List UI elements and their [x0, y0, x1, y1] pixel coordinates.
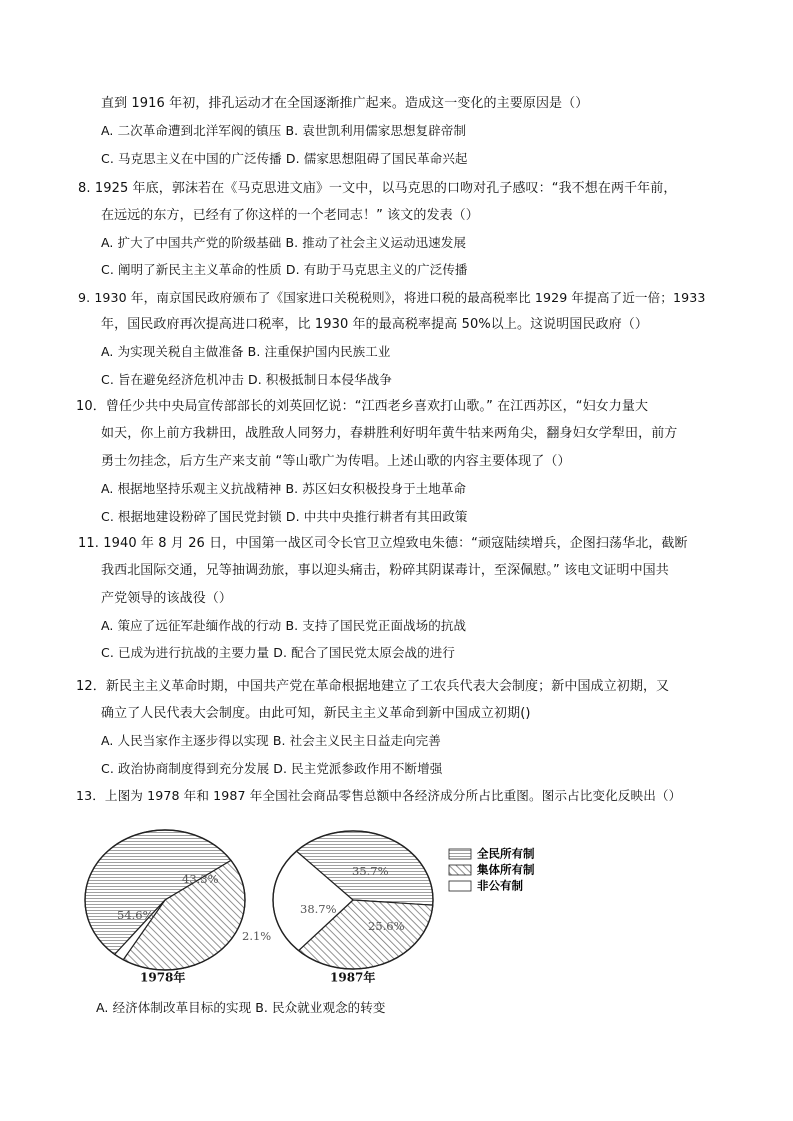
q7-options-ab: A. 二次革命遭到北洋军阀的镇压 B. 袁世凯利用儒家思想复辟帝制	[101, 123, 467, 138]
pie-chart-1978	[85, 830, 245, 970]
pie-1987-title: 1987年	[330, 970, 376, 985]
chart-legend	[449, 847, 535, 893]
q10-stem-line-1: 10．曾任少共中央局宣传部部长的刘英回忆说：“江西老乡喜欢打山歌。” 在江西苏区，“妇女力量大	[76, 399, 649, 414]
pie-1987-label-slice-0: 38.7%	[300, 902, 337, 916]
q13-stem-line: 13．上图为 1978 年和 1987 年全国社会商品零售总额中各经济成分所占比重图。图示占比变化反映出（）	[76, 788, 682, 803]
q12-stem-line-1: 12．新民主主义革命时期，中国共产党在革命根据地建立了工农兵代表大会制度；新中国成立初期，又	[76, 679, 670, 694]
legend-swatch-non-public	[449, 881, 471, 891]
pie-chart-1987	[273, 831, 433, 969]
legend-label-collective: 集体所有制	[477, 862, 535, 877]
pie-1978-label-slice-1: 43.3%	[182, 872, 219, 886]
q11-stem-line-3: 产党领导的该战役（）	[101, 591, 233, 606]
legend-swatch-state-owned	[449, 849, 471, 859]
legend-label-non-public: 非公有制	[477, 878, 523, 893]
q7-stem-line: 直到 1916 年初，排孔运动才在全国逐渐推广起来。造成这一变化的主要原因是（）	[101, 96, 589, 111]
q10-options-cd: C. 根据地建设粉碎了国民党封锁 D. 中共中央推行耕者有其田政策	[101, 509, 468, 524]
legend-label-state-owned: 全民所有制	[477, 846, 535, 861]
q8-stem-line-2: 在远远的东方，已经有了你这样的一个老同志！” 该文的发表（）	[101, 208, 479, 223]
q13-options-ab: A. 经济体制改革目标的实现 B. 民众就业观念的转变	[96, 1000, 386, 1015]
pie-1987-label-slice-2: 25.6%	[368, 919, 405, 933]
pie-1978-label-slice-2: 2.1%	[242, 929, 272, 943]
pie-1978-label-slice-0: 54.6%	[117, 908, 154, 922]
q11-stem-line-2: 我西北国际交通，兄等抽调劲旅，事以迎头痛击，粉碎其阴谋毒计，至深佩慰。” 该电文证明中国共	[101, 563, 669, 578]
q10-options-ab: A. 根据地坚持乐观主义抗战精神 B. 苏区妇女积极投身于土地革命	[101, 481, 467, 496]
q8-options-ab: A. 扩大了中国共产党的阶级基础 B. 推动了社会主义运动迅速发展	[101, 235, 467, 250]
q12-options-ab: A. 人民当家作主逐步得以实现 B. 社会主义民主日益走向完善	[101, 733, 441, 748]
q8-stem-line-1: 8. 1925 年底，郭沫若在《马克思进文庙》一文中，以马克思的口吻对孔子感叹：“我不想在两千年前，	[78, 181, 677, 196]
q9-options-ab: A. 为实现关税自主做准备 B. 注重保护国内民族工业	[101, 344, 391, 359]
q10-stem-line-3: 勇士勿挂念，后方生产来支前 “等山歌广为传唱。上述山歌的内容主要体现了（）	[101, 454, 571, 469]
legend-swatch-collective	[449, 865, 471, 875]
pie-1978-title: 1978年	[140, 970, 186, 985]
q11-options-cd: C. 已成为进行抗战的主要力量 D. 配合了国民党太原会战的进行	[101, 645, 455, 660]
q8-options-cd: C. 阐明了新民主主义革命的性质 D. 有助于马克思主义的广泛传播	[101, 262, 468, 277]
q10-stem-line-2: 如天，你上前方我耕田，战胜敌人同努力，春耕胜利好明年黄牛牯来两角尖，翻身妇女学犁田，前方	[101, 426, 678, 441]
q11-options-ab: A. 策应了远征军赴缅作战的行动 B. 支持了国民党正面战场的抗战	[101, 618, 467, 633]
q12-stem-line-2: 确立了人民代表大会制度。由此可知，新民主主义革命到新中国成立初期()	[101, 706, 531, 721]
q11-stem-line-1: 11. 1940 年 8 月 26 日，中国第一战区司令长官卫立煌致电朱德：“顽寇陆续增兵，企图扫荡华北，截断	[78, 536, 688, 551]
q9-options-cd: C. 旨在避免经济危机冲击 D. 积极抵制日本侵华战争	[101, 372, 392, 387]
pie-1987-label-slice-1: 35.7%	[352, 864, 389, 878]
q12-options-cd: C. 政治协商制度得到充分发展 D. 民主党派参政作用不断增强	[101, 761, 443, 776]
q9-stem-line-2: 年，国民政府再次提高进口税率，比 1930 年的最高税率提高 50%以上。这说明国民政府（）	[101, 317, 648, 332]
q7-options-cd: C. 马克思主义在中国的广泛传播 D. 儒家思想阻碍了国民革命兴起	[101, 151, 468, 166]
q9-stem-line-1: 9. 1930 年，南京国民政府颁布了《国家进口关税税则》，将进口税的最高税率比 1929 年提高了近一倍；1933	[78, 290, 706, 305]
